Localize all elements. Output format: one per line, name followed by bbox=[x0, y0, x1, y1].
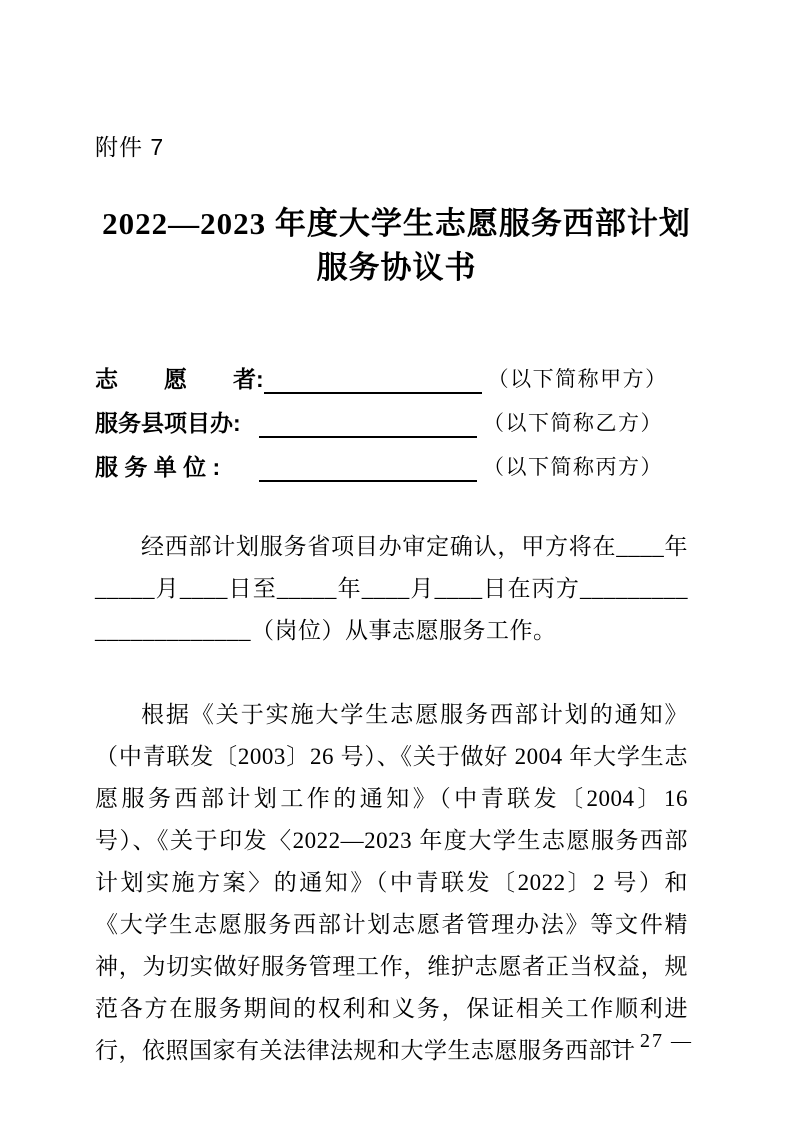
fill-in-blank-county-office bbox=[259, 410, 477, 438]
fill-in-blank-volunteer bbox=[264, 366, 482, 394]
party-alias-note-county-office: （以下简称乙方） bbox=[483, 411, 663, 435]
document-body bbox=[95, 526, 688, 1072]
attachment-label: 附件 7 bbox=[95, 134, 165, 160]
parties-section bbox=[95, 364, 700, 482]
title-line-2: 服务协议书 bbox=[316, 250, 477, 285]
party-label-service-unit: 服 务 单 位 : bbox=[95, 454, 221, 480]
policy-basis-paragraph: 根据《关于实施大学生志愿服务西部计划的通知》（中青联发〔2003〕26 号）、《关于做好 2004 年大学生志愿服务西部计划工作的通知》（中青联发〔2004〕16 号）、《关于印发〈2022—2023 年度大学生志愿服务西部计划实施方案〉的通知》（中青联发〔2022〕2 号）和《大学生志愿服务西部计划志愿者管理办法》等文件精神，为切实做好服务管理工作，维护志愿者正当权益，规范各方在服务期间的权利和义务，保证相关工作顺利进行，依照国家有关法律法规和大学生志愿服务西部计 bbox=[95, 702, 688, 1063]
service-term-paragraph: 经西部计划服务省项目办审定确认，甲方将在____年_____月____日至_____年____月____日在丙方______________________（岗位）从事志愿服务工作。 bbox=[95, 534, 688, 643]
party-row-volunteer bbox=[95, 364, 700, 394]
party-row-county-office bbox=[95, 408, 700, 438]
fill-in-blank-service-unit bbox=[259, 454, 477, 482]
document-title bbox=[70, 202, 723, 290]
party-label-volunteer: 志 愿 者: bbox=[95, 366, 264, 392]
party-label-county-office: 服务县项目办: bbox=[95, 410, 241, 436]
title-line-1: 2022—2023 年度大学生志愿服务西部计划 bbox=[102, 206, 691, 241]
party-alias-note-volunteer: （以下简称甲方） bbox=[487, 367, 668, 391]
party-alias-note-service-unit: （以下简称丙方） bbox=[483, 455, 663, 479]
page-number: — 27 — bbox=[611, 1030, 693, 1052]
party-row-service-unit bbox=[95, 452, 700, 482]
